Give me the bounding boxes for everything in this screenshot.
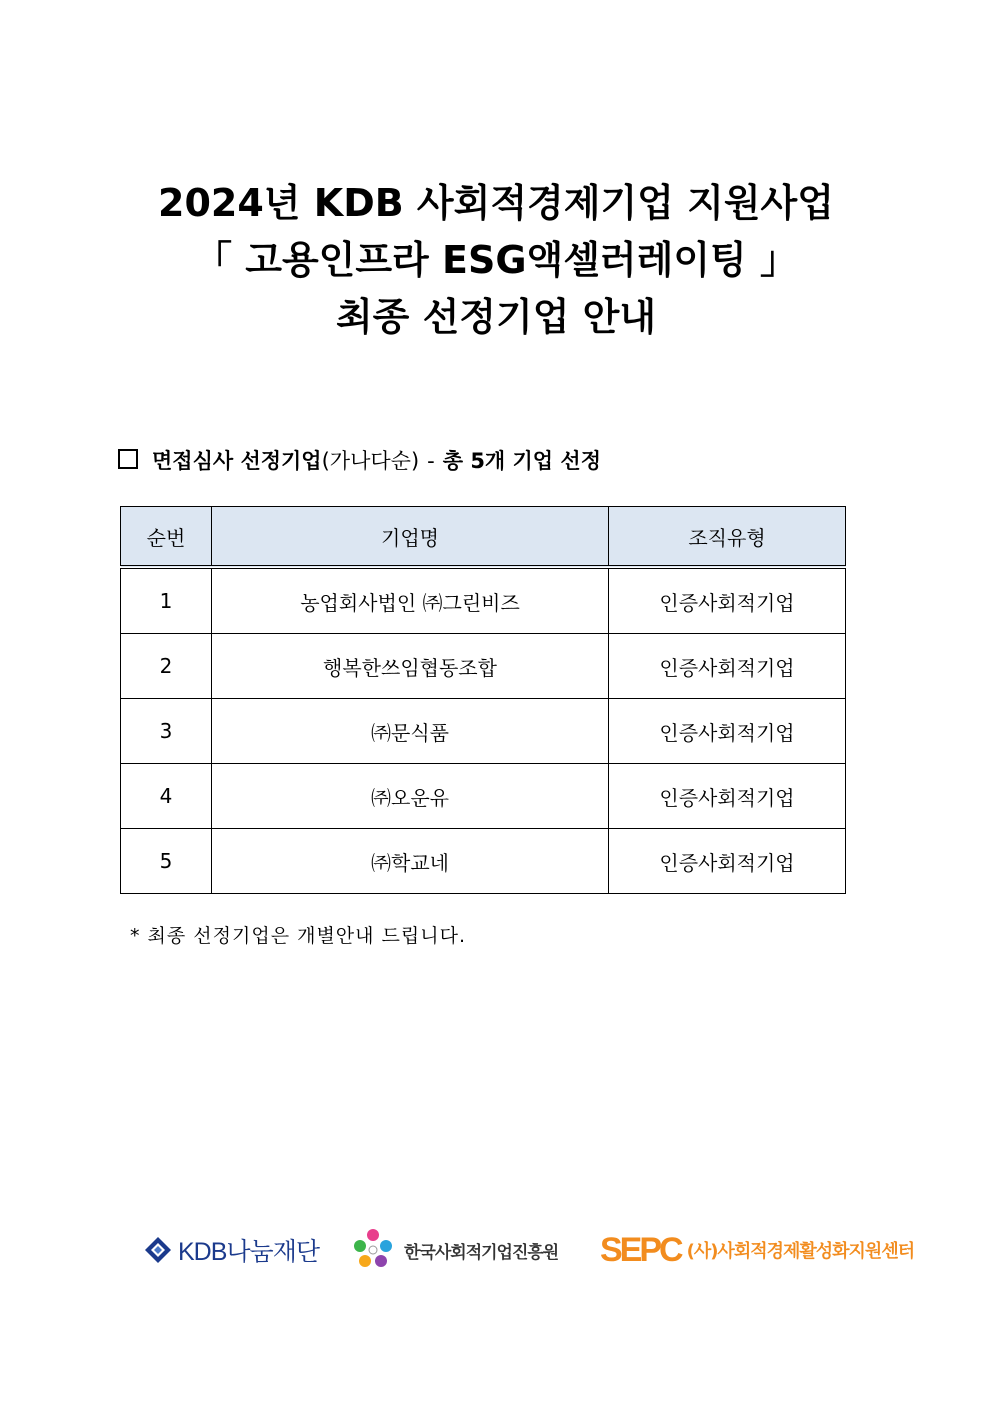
table-row	[121, 764, 846, 829]
title-line-2: 「 고용인프라 ESG액셀러레이팅 」	[194, 238, 798, 282]
kdb-diamond-icon	[144, 1236, 172, 1264]
row-company-name: ㈜학교네	[212, 829, 609, 894]
ksea-logo	[348, 1225, 558, 1275]
row-company-name: 농업회사법인 ㈜그린비즈	[212, 567, 609, 634]
row-number: 2	[121, 634, 212, 699]
ksea-logo-text: 한국사회적기업진흥원	[404, 1242, 559, 1263]
sepc-logo	[600, 1225, 914, 1275]
kdb-foundation-logo	[144, 1225, 319, 1275]
row-number: 5	[121, 829, 212, 894]
header-number: 순번	[121, 507, 212, 568]
document-title	[0, 175, 992, 346]
row-company-name: ㈜오운유	[212, 764, 609, 829]
kdb-logo-text: KDB나눔재단	[178, 1238, 320, 1266]
sepc-logo-text: (사)사회적경제활성화지원센터	[686, 1241, 915, 1262]
sepc-logo-mark: SEPC	[600, 1230, 681, 1269]
table-row	[121, 567, 846, 634]
checkbox-icon	[118, 449, 138, 469]
row-company-name: ㈜문식품	[212, 699, 609, 764]
row-organization-type: 인증사회적기업	[609, 829, 846, 894]
row-company-name: 행복한쓰임협동조합	[212, 634, 609, 699]
table-header-row	[121, 507, 846, 568]
row-organization-type: 인증사회적기업	[609, 764, 846, 829]
row-organization-type: 인증사회적기업	[609, 634, 846, 699]
row-organization-type: 인증사회적기업	[609, 699, 846, 764]
table-row	[121, 634, 846, 699]
section-heading-total: 총 5개 기업 선정	[442, 449, 601, 473]
section-heading-note: (가나다순)	[321, 449, 420, 473]
title-line-3: 최종 선정기업 안내	[335, 295, 657, 339]
selected-companies-table	[120, 506, 846, 894]
ksea-flower-icon	[348, 1226, 398, 1274]
sponsor-logos	[140, 1225, 915, 1275]
row-number: 4	[121, 764, 212, 829]
table-row	[121, 829, 846, 894]
section-heading-label: 면접심사 선정기업	[152, 449, 322, 473]
title-line-1: 2024년 KDB 사회적경제기업 지원사업	[158, 181, 834, 225]
table-row	[121, 699, 846, 764]
row-number: 3	[121, 699, 212, 764]
header-company-name: 기업명	[212, 507, 609, 568]
row-number: 1	[121, 567, 212, 634]
footnote: * 최종 선정기업은 개별안내 드립니다.	[130, 925, 467, 947]
row-organization-type: 인증사회적기업	[609, 567, 846, 634]
header-organization-type: 조직유형	[609, 507, 846, 568]
section-heading	[118, 446, 601, 476]
section-heading-dash: -	[427, 449, 435, 473]
